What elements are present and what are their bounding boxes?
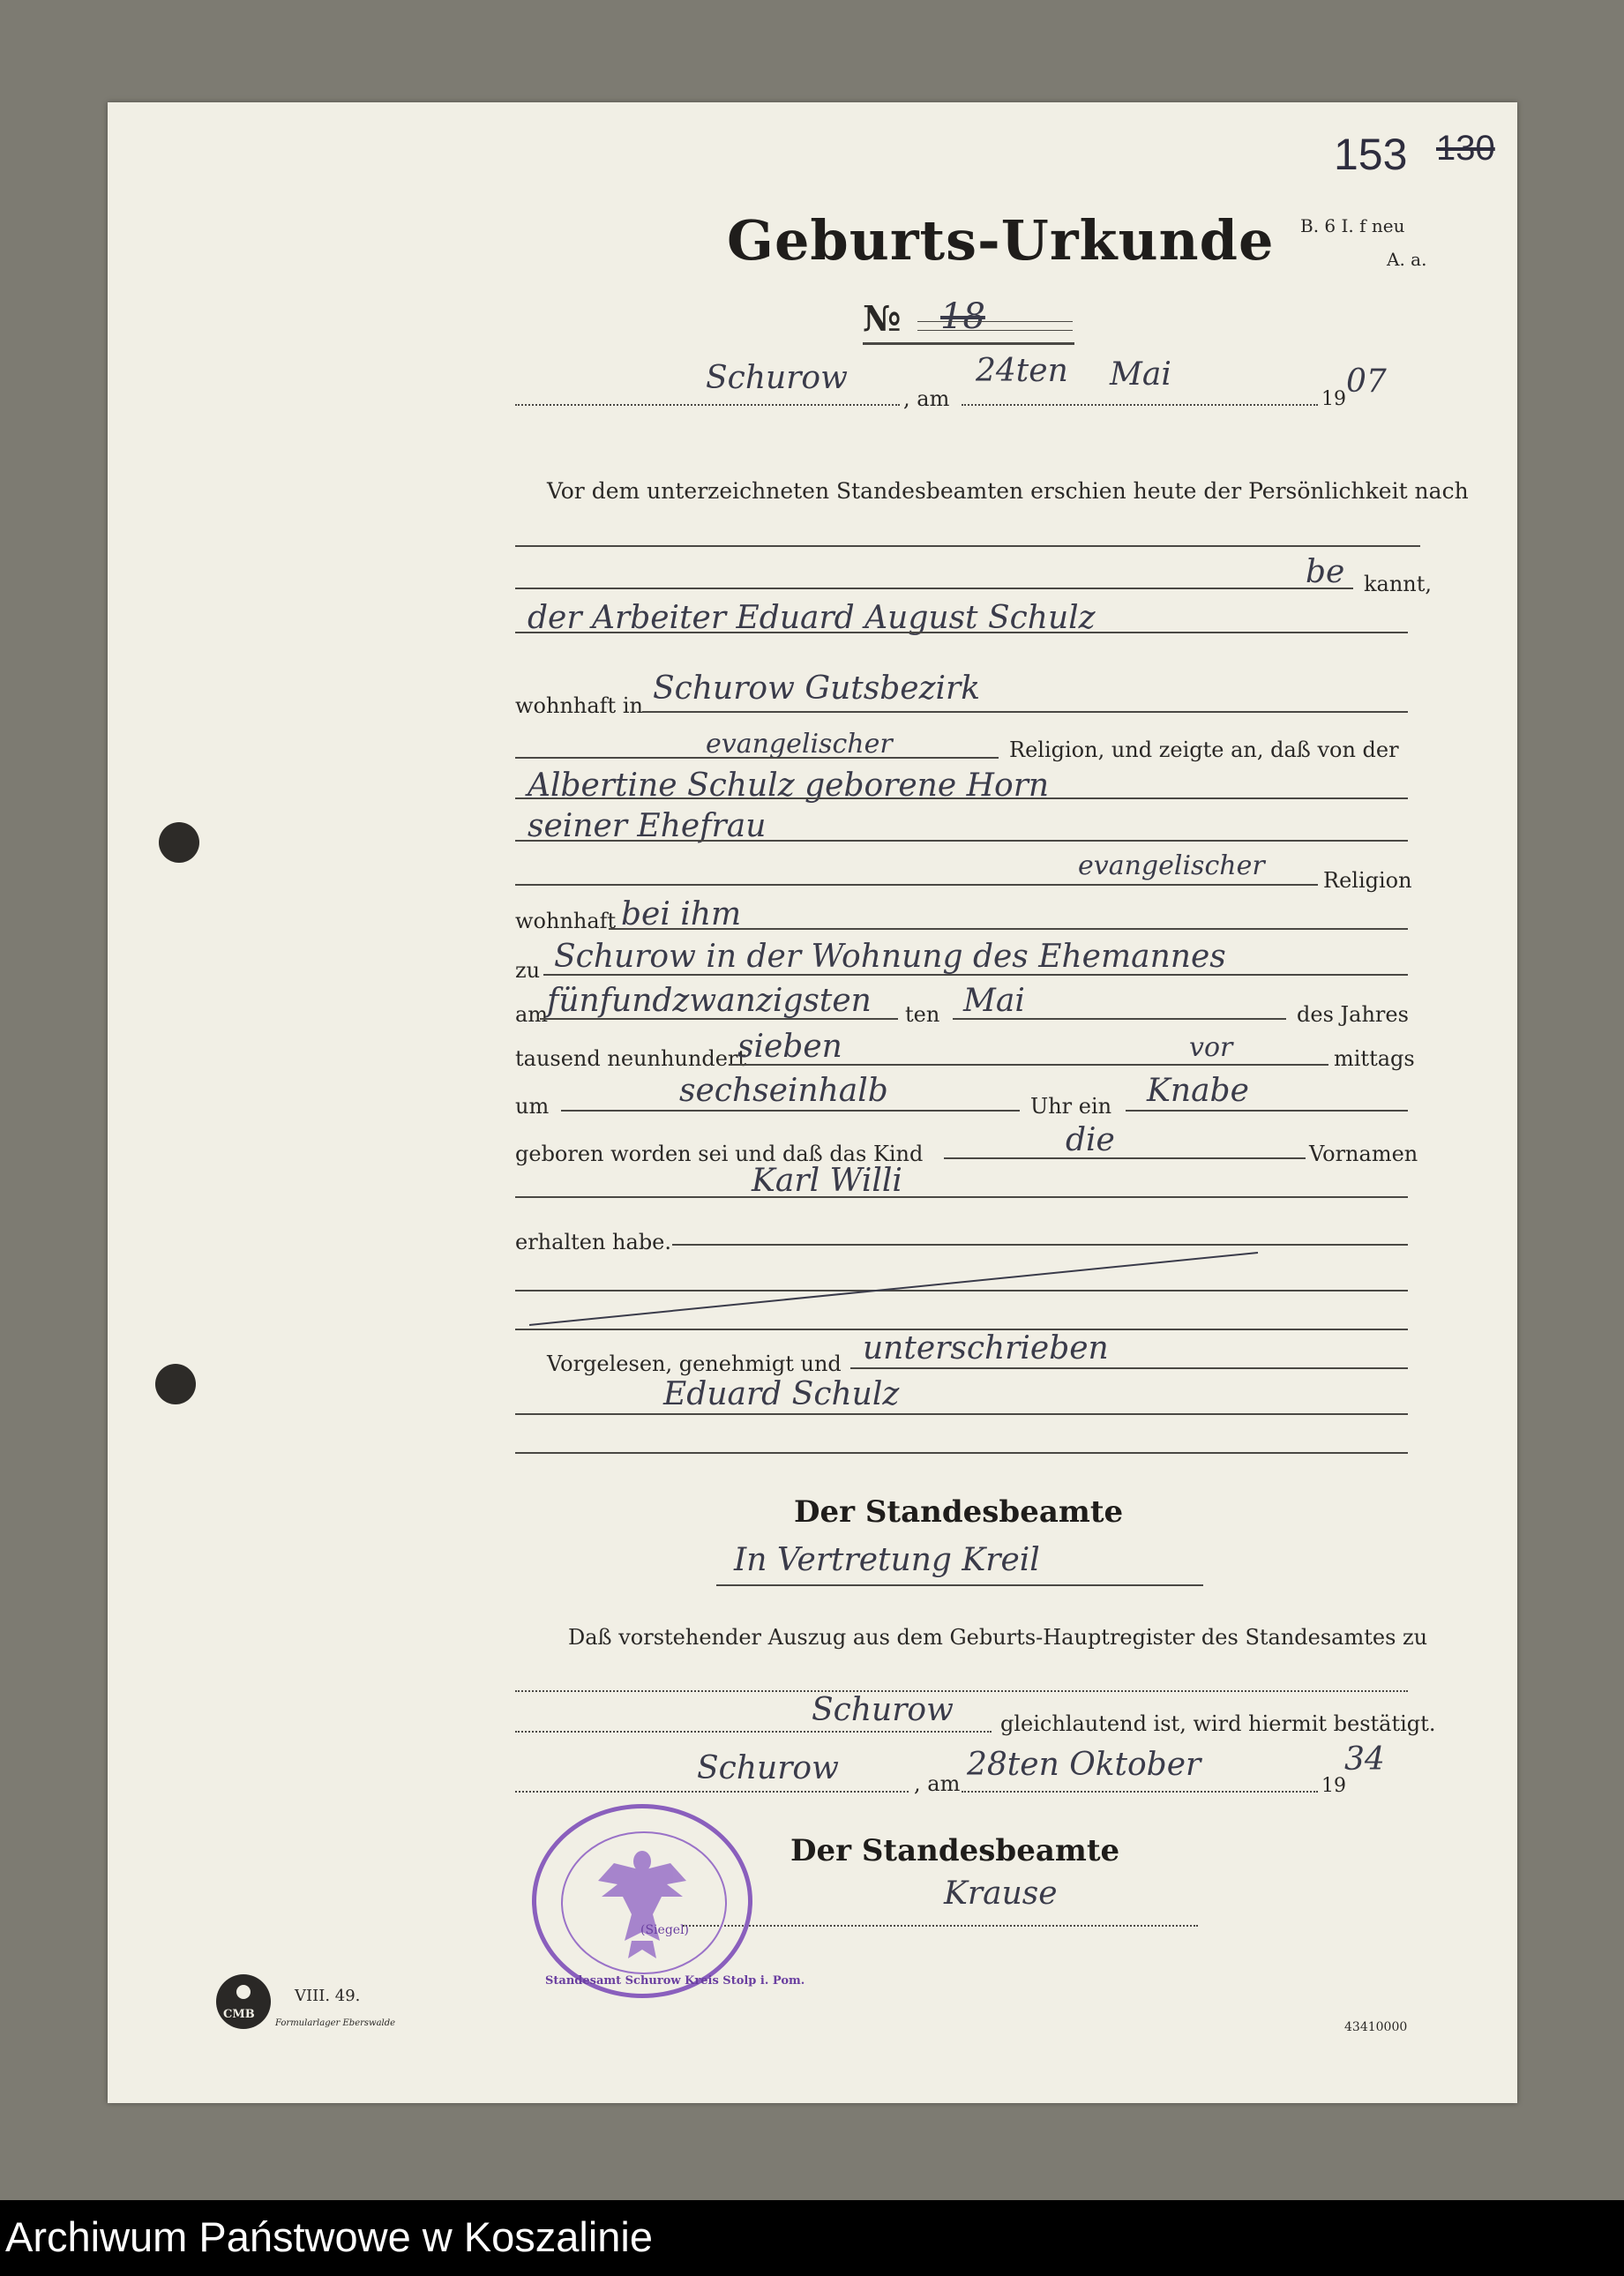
rule [540, 1018, 898, 1020]
declarant-signature: Eduard Schulz [663, 1376, 900, 1412]
archive-number-crossed: 130 [1436, 129, 1495, 168]
declarant-religion: evangelischer [706, 729, 893, 760]
erhalten-label: erhalten habe. [515, 1230, 672, 1254]
mother-residence: bei ihm [621, 896, 742, 932]
rule [515, 404, 900, 406]
mother-relation: seiner Ehefrau [528, 808, 767, 844]
rule [515, 588, 1353, 589]
rule [1126, 1110, 1408, 1112]
registrar-heading-2: Der Standesbeamte [790, 1833, 1120, 1868]
rule [683, 1925, 1198, 1927]
registration-day: 24ten [976, 353, 1068, 389]
logo-text: CMB [223, 2008, 255, 2021]
official-seal-stamp [532, 1804, 805, 1998]
extract-text: Daß vorstehender Auszug aus dem Geburts-Hauptregister des Standesamtes zu [568, 1625, 1428, 1650]
cert-am-label: , am [914, 1771, 961, 1796]
am-label-2: am [515, 1002, 549, 1027]
cert-year-prefix: 19 [1321, 1775, 1346, 1797]
seal-ring-text: Standesamt Schurow Kreis Stolp i. Pom. [545, 1974, 805, 1988]
year-suffix: 07 [1346, 363, 1387, 400]
ten-label: ten [905, 1002, 940, 1027]
page-title: Geburts-Urkunde [727, 208, 1275, 273]
rule [953, 1018, 1286, 1020]
rule [850, 1367, 1408, 1369]
zu-label: zu [515, 958, 541, 983]
archive-name: Archiwum Państwowe w Koszalinie [5, 2213, 654, 2260]
religion-text: Religion, und zeigte an, daß von der [1009, 737, 1399, 762]
rule [917, 321, 1073, 322]
rule [515, 632, 1408, 633]
tausend-label: tausend neunhundert [515, 1046, 747, 1071]
certification-place: Schurow [697, 1750, 839, 1786]
geboren-text: geboren worden sei und daß das Kind [515, 1142, 924, 1166]
uhr-ein-label: Uhr ein [1030, 1094, 1112, 1119]
intro-text: Vor dem unterzeichneten Standesbeamten erschien heute der Persönlichkeit nach [547, 478, 1469, 504]
printer-line: Formularlager Eberswalde [275, 2018, 396, 2028]
rule [609, 928, 1408, 930]
registrar-signature-2: Krause [944, 1875, 1058, 1912]
mittags-label: mittags [1334, 1046, 1415, 1071]
birth-time: sechseinhalb [679, 1073, 888, 1109]
extract-place: Schurow [812, 1692, 954, 1728]
rule [515, 545, 1420, 547]
form-code-2: A. a. [1387, 249, 1427, 270]
child-sex: Knabe [1147, 1073, 1249, 1109]
print-code: VIII. 49. [295, 1987, 361, 2005]
signed-word: unterschrieben [863, 1330, 1109, 1366]
registrar-heading: Der Standesbeamte [794, 1494, 1124, 1530]
number-label: № [863, 298, 902, 340]
birth-place: Schurow in der Wohnung des Ehemannes [554, 939, 1226, 975]
rule [515, 1731, 992, 1733]
rule [515, 1452, 1408, 1454]
rule [716, 1584, 1203, 1586]
rule [962, 404, 1318, 406]
registration-place: Schurow [706, 360, 848, 396]
um-label: um [515, 1094, 550, 1119]
rule [543, 974, 1408, 976]
birth-day: fünfundzwanzigsten [547, 983, 872, 1019]
serial-number: 43410000 [1344, 2020, 1408, 2034]
rule [515, 1690, 1408, 1692]
archive-number: 153 [1334, 130, 1408, 179]
cert-year-suffix: 34 [1344, 1741, 1385, 1778]
registration-month: Mai [1110, 356, 1171, 393]
registrar-signature: In Vertretung Kreil [734, 1542, 1040, 1578]
religion-label: Religion [1323, 868, 1412, 893]
rule [962, 1791, 1318, 1793]
mother-religion: evangelischer [1078, 850, 1265, 881]
certification-date: 28ten Oktober [967, 1747, 1201, 1783]
rule [917, 330, 1073, 331]
rule [863, 342, 1074, 345]
des-jahres-label: des Jahres [1297, 1002, 1409, 1027]
punch-hole [155, 1364, 196, 1404]
wohnhaft2-label: wohnhaft [515, 909, 617, 933]
wohnhaft-label: wohnhaft in [515, 693, 643, 718]
declarant-residence: Schurow Gutsbezirk [653, 670, 981, 707]
rule [515, 757, 999, 759]
child-names: Karl Willi [752, 1163, 902, 1199]
die-word: die [1066, 1122, 1115, 1158]
confirmed-text: gleichlautend ist, wird hiermit bestätigt. [1000, 1711, 1436, 1736]
rule [642, 711, 1408, 713]
declarant-name: der Arbeiter Eduard August Schulz [528, 600, 1096, 636]
rule [515, 1196, 1408, 1198]
eagle-emblem-icon [536, 1808, 748, 1994]
known-suffix: kannt, [1364, 572, 1433, 596]
rule [515, 840, 1408, 842]
printer-logo [214, 1973, 273, 2031]
rule [561, 1110, 1020, 1112]
seal-center-text: (Siegel) [640, 1923, 690, 1937]
rule [515, 884, 1318, 886]
certificate-number: 18 [940, 296, 985, 337]
rule [944, 1157, 1306, 1159]
rule [515, 1413, 1408, 1415]
rule [515, 797, 1408, 799]
mother-name: Albertine Schulz geborene Horn [528, 767, 1050, 804]
vorgelesen-label: Vorgelesen, genehmigt und [547, 1351, 842, 1376]
am-label: , am [903, 386, 950, 411]
birth-month: Mai [963, 983, 1025, 1019]
known-prefix: be [1306, 554, 1345, 590]
punch-hole [159, 822, 199, 863]
vor-word: vor [1189, 1032, 1233, 1063]
form-code: B. 6 I. f neu [1300, 215, 1405, 236]
rule [729, 1064, 1328, 1066]
year-prefix: 19 [1321, 388, 1346, 410]
rule [515, 1791, 909, 1793]
birth-year-word: sieben [737, 1029, 842, 1065]
vornamen-label: Vornamen [1309, 1142, 1418, 1166]
strike-line [529, 1249, 1261, 1329]
archive-footer [0, 2200, 1624, 2276]
rule [672, 1244, 1408, 1246]
